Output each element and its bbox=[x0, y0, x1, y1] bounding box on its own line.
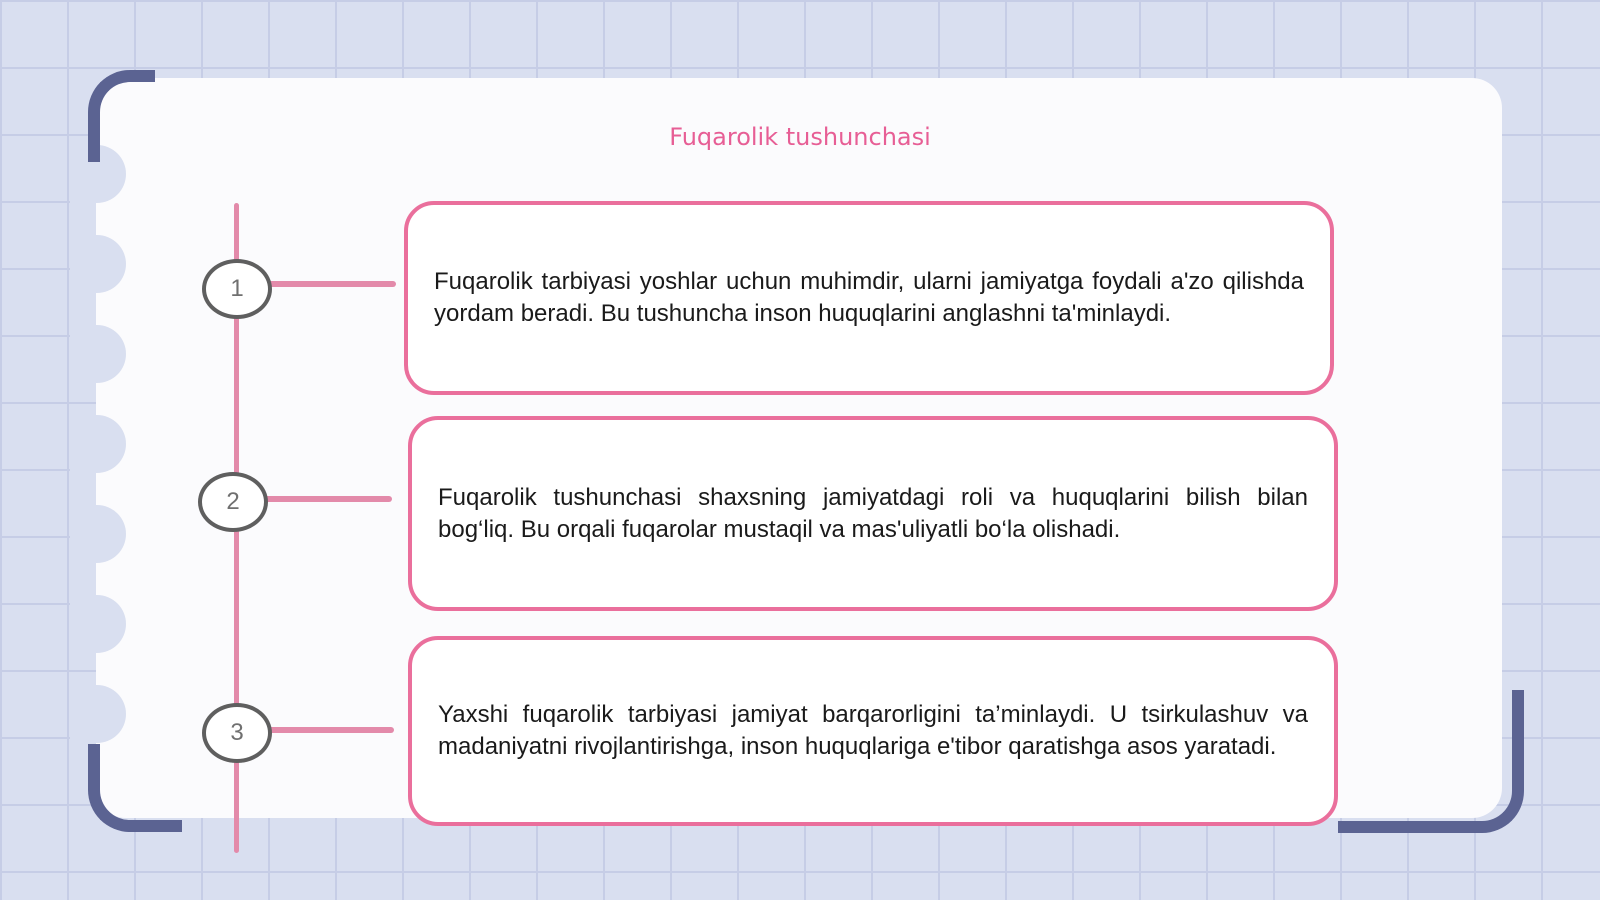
torn-edge-notch bbox=[70, 325, 126, 383]
timeline-connector-2 bbox=[262, 496, 392, 502]
torn-edge-notch bbox=[70, 505, 126, 563]
timeline-step-2-text: Fuqarolik tushunchasi shaxsning jamiyatdagi roli va huquqlarini bilish bilan bog‘liq. Bu orqali fuqarolar mustaqil va mas'uliyatli bo‘la olishadi. bbox=[438, 483, 1308, 543]
timeline-step-1-text: Fuqarolik tarbiyasi yoshlar uchun muhimdir, ularni jamiyatga foydali a'zo qilishda yordam beradi. Bu tushuncha inson huquqlarini anglashni ta'minlaydi. bbox=[434, 268, 1304, 327]
timeline-connector-3 bbox=[266, 727, 394, 733]
timeline-step-3-text: Yaxshi fuqarolik tarbiyasi jamiyat barqarorligini ta’minlaydi. U tsirkulashuv va madaniyatni rivojlantirishga, inson huquqlariga e'tibor qaratishga asos yaratadi. bbox=[438, 701, 1308, 760]
timeline-step-3-badge: 3 bbox=[202, 703, 272, 763]
timeline-step-2-badge: 2 bbox=[198, 472, 268, 532]
timeline-connector-1 bbox=[266, 281, 396, 287]
torn-edge-notch bbox=[70, 235, 126, 293]
timeline-step-3-box bbox=[408, 636, 1338, 826]
timeline-step-1-box bbox=[404, 201, 1334, 395]
timeline-step-2-box bbox=[408, 416, 1338, 611]
corner-bracket-bottom-right bbox=[1338, 690, 1524, 833]
torn-edge-notch bbox=[70, 595, 126, 653]
torn-edge-notch bbox=[70, 415, 126, 473]
slide-title: Fuqarolik tushunchasi bbox=[669, 123, 931, 151]
timeline-step-1-badge: 1 bbox=[202, 259, 272, 319]
corner-bracket-bottom-left bbox=[88, 744, 182, 832]
torn-edge-notch bbox=[70, 685, 126, 743]
